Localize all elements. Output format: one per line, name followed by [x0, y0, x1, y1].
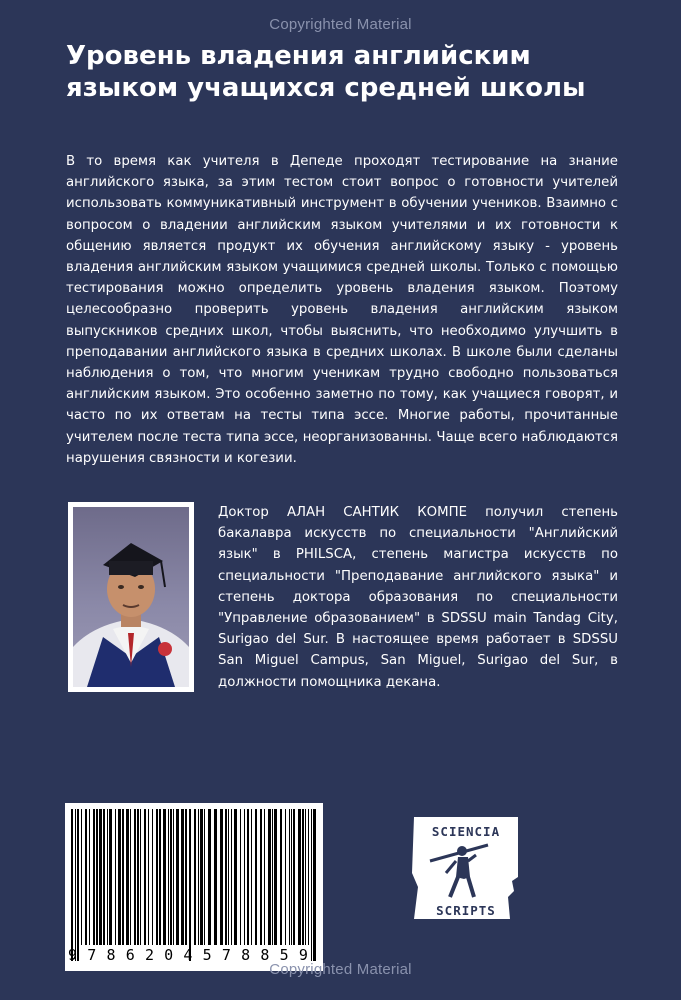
barcode-bar — [163, 809, 166, 945]
barcode-bar — [75, 809, 76, 961]
barcode-bar — [96, 809, 98, 945]
barcode-bar — [231, 809, 232, 945]
barcode-bar — [99, 809, 102, 945]
barcode-digit: 8 — [106, 946, 116, 964]
barcode-bar — [198, 809, 199, 945]
barcode-bar — [289, 809, 290, 945]
barcode-bar — [144, 809, 146, 945]
barcode-bar — [225, 809, 227, 945]
barcode-bar — [291, 809, 292, 945]
publisher-logo — [412, 817, 520, 919]
barcode-bar — [134, 809, 136, 945]
barcode-bar — [244, 809, 245, 945]
barcode-bar — [311, 809, 312, 961]
barcode-bar — [152, 809, 153, 945]
barcode-bar — [81, 809, 82, 945]
barcode-digit: 8 — [260, 946, 270, 964]
barcode-bar — [220, 809, 223, 945]
barcode-digit: 8 — [241, 946, 251, 964]
barcode-bar — [247, 809, 249, 945]
barcode-bar — [103, 809, 105, 945]
barcode-bar — [109, 809, 112, 945]
barcode-bar — [285, 809, 286, 945]
barcode-bar — [170, 809, 172, 945]
book-title: Уровень владения английским языком учащихся средней школы — [66, 41, 586, 103]
watermark-bottom: Copyrighted Material — [269, 961, 412, 978]
barcode-digit: 5 — [202, 946, 212, 964]
barcode-bar — [234, 809, 237, 945]
barcode-digit: 5 — [279, 946, 289, 964]
barcode-bar — [122, 809, 124, 945]
barcode-bar — [140, 809, 141, 945]
barcode-digit: 6 — [125, 946, 135, 964]
barcode-bar — [260, 809, 262, 945]
barcode-bar — [93, 809, 95, 945]
barcode-bar — [148, 809, 149, 945]
barcode-digit: 9 — [68, 946, 78, 964]
barcode-bar — [168, 809, 169, 945]
watermark-top: Copyrighted Material — [269, 16, 412, 33]
barcode-bar — [189, 809, 191, 961]
barcode-bar — [272, 809, 273, 945]
barcode-bar — [130, 809, 131, 945]
barcode-bar — [89, 809, 90, 945]
barcode-bar — [173, 809, 174, 945]
barcode-bar — [194, 809, 196, 945]
barcode-bar — [298, 809, 301, 945]
author-photo — [68, 502, 194, 692]
barcode-bar — [77, 809, 79, 961]
barcode-bar — [313, 809, 316, 961]
barcode-bar — [268, 809, 271, 945]
barcode-bar — [159, 809, 161, 945]
barcode-bar — [308, 809, 309, 945]
portrait-illustration — [73, 507, 189, 687]
barcode-bar — [240, 809, 241, 945]
barcode-digit: 7 — [87, 946, 97, 964]
barcode-bar — [176, 809, 179, 945]
publisher-name-bottom: SCRIPTS — [436, 903, 496, 918]
barcode-bar — [200, 809, 203, 945]
author-bio: Доктор АЛАН САНТИК КОМПЕ получил степень бакалавра искусств по специальности "Английский язык" в PHILSCA, степень магистра искусств по специальности "Преподавание английского языка" и степень доктора образования по специальности "Управление образованием" в SDSSU main Tandag City, Surigao del Sur. В настоящее время работает в SDSSU San Miguel Campus, San Miguel, Surigao del Sur, в должности помощника декана. — [218, 505, 618, 690]
abstract-text: В то время как учителя в Депеде проходят тестирование на знание английского языка, за этим тестом стоит вопрос о готовности учителей использовать коммуникативный инструмент в обучении учеников. Взаимно с вопросом о владении английским языком учителями и их готовности к общению является продукт их обучения английскому языку - уровень владения английским языком учащимися средней школы. Только с помощью тестирования можно определить уровень владения языком. Поэтому целесообразно проверить уровень владения английским языком выпускников средних школ, чтобы выяснить, что необходимо улучшить в преподавании английского языка в средних школах. В школе были сделаны наблюдения о том, что многим ученикам трудно свободно пользоваться английским языком. Это особенно заметно по тому, как учащиеся говорят, и часто по их ответам на тесты типа эссе. Многие работы, прочитанные учителем после теста типа эссе, неорганизованны. Чаще всего наблюдаются нарушения связности и когезии. — [66, 154, 618, 466]
barcode-bar — [156, 809, 158, 945]
barcode-digit: 4 — [183, 946, 193, 964]
barcode-bar — [118, 809, 121, 945]
barcode-digit: 7 — [221, 946, 231, 964]
author-portrait-image — [73, 507, 189, 687]
barcode-bar — [204, 809, 205, 945]
barcode-bar — [293, 809, 295, 945]
barcode-bar — [185, 809, 187, 945]
barcode-bar — [181, 809, 184, 945]
barcode-bar — [214, 809, 217, 945]
barcode-bar — [137, 809, 139, 945]
barcode-bar — [274, 809, 277, 945]
barcode-digit: 9 — [298, 946, 308, 964]
barcode-digit: 0 — [164, 946, 174, 964]
barcode-bar — [85, 809, 87, 945]
barcode-bar — [71, 809, 73, 961]
barcode-bar — [208, 809, 211, 945]
barcode-bar — [264, 809, 265, 945]
publisher-name-top: SCIENCIA — [431, 824, 501, 839]
barcode-bar — [255, 809, 257, 945]
barcode-bar — [302, 809, 304, 945]
barcode-bar — [305, 809, 306, 945]
barcode-digit: 2 — [144, 946, 154, 964]
barcode-bar — [126, 809, 129, 945]
barcode-bar — [228, 809, 229, 945]
barcode-bar — [280, 809, 282, 945]
barcode-bar — [251, 809, 252, 945]
barcode-bar — [115, 809, 116, 945]
barcode-bar — [107, 809, 108, 945]
